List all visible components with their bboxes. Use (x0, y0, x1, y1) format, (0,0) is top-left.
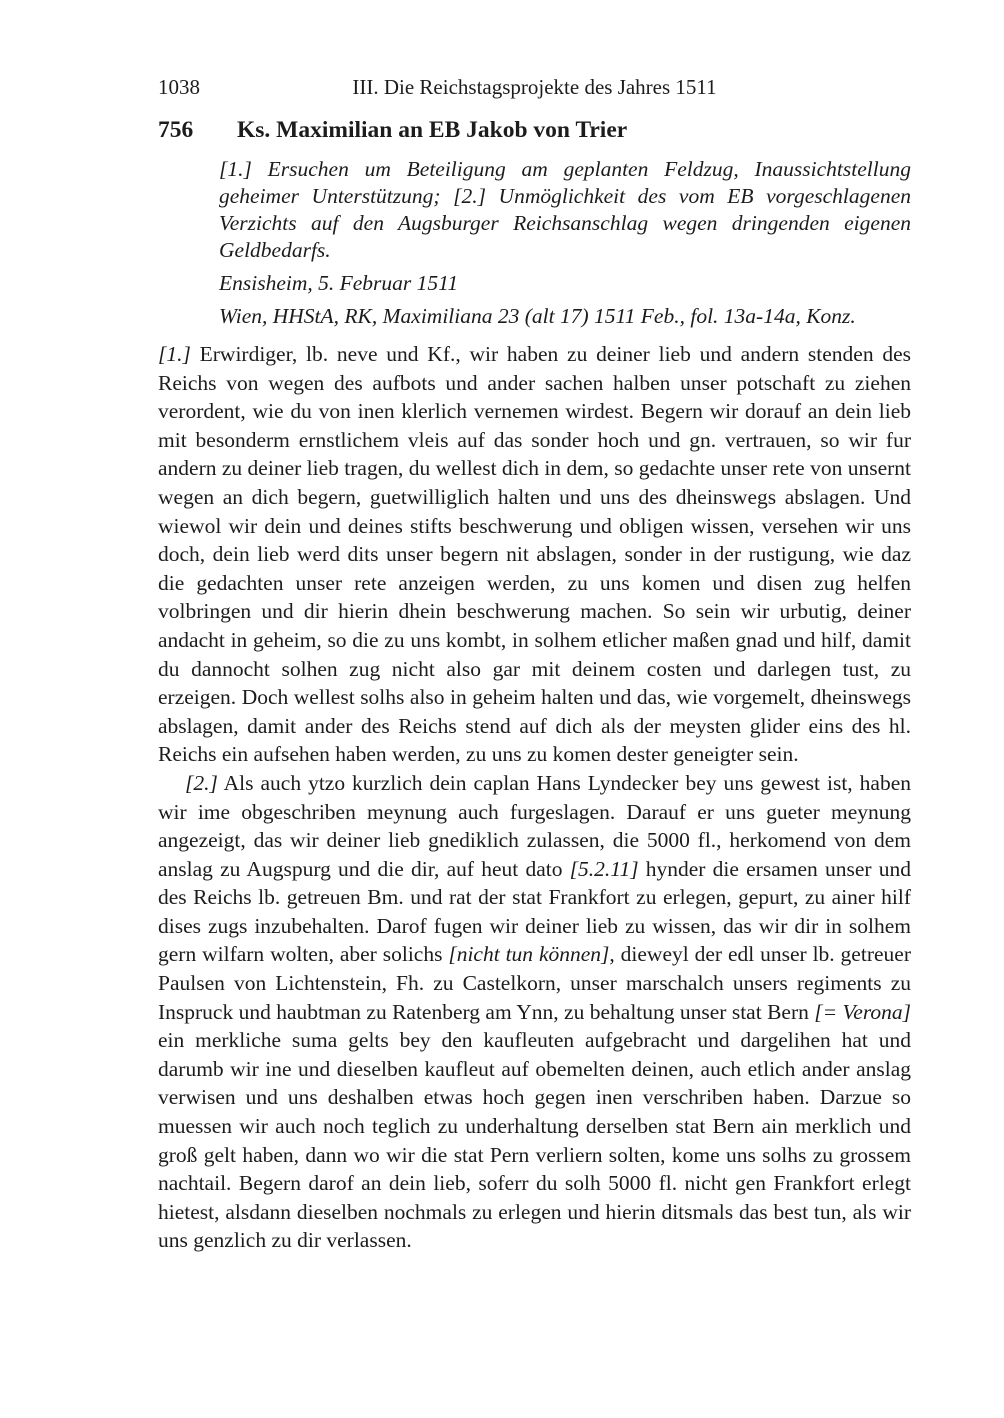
document-heading (158, 115, 911, 147)
source-reference: Wien, HHStA, RK, Maximiliana 23 (alt 17) 1511 Feb., fol. 13a-14a, Konz. (219, 304, 856, 328)
dateline: Ensisheim, 5. Februar 1511 (219, 271, 459, 295)
body-paragraph-2: [2.] Als auch ytzo kurzlich dein caplan Hans Lyndecker bey uns gewest ist, haben wir ime obgeschriben meynung auch furgeslagen. Darauf er uns gueter meynung angezeigt, das wir deiner lieb gnediklich zulassen, die 5000 fl., herkomend von dem anslag zu Augspurg und die dir, auf heut dato [5.2.11] hynder die ersamen unser und des Reichs lb. getreuen Bm. und rat der stat Frankfort zu erlegen, gepurt, zu ainer hilf dises zugs inzubehalten. Darof fugen wir deiner lieb zu wissen, das wir dir in solhem gern wilfarn wolten, aber solichs [nicht tun können], dieweyl der edl unser lb. getreuer Paulsen von Lichtenstein, Fh. zu Castelkorn, unser marschalch unsers regiments zu Inspruck und haubtman zu Ratenberg am Ynn, zu behaltung unser stat Bern [= Verona] ein merkliche suma gelts bey den kaufleuten aufgebracht und dargelihen hat und darumb wir ine und dieselben kaufleut auf obemelten deinen, auch etlich ander anslag verwisen und uns deshalben etwas hoch gegen inen verschriben haben. Darzue so muessen wir auch noch teglich zu underhaltung derselben stat Bern ain merklich und groß gelt haben, dann wo wir die stat Pern verliern solten, kome uns solhs zu grossem nachtail. Begern darof an dein lieb, soferr du solh 5000 fl. nicht gen Frankfort erlegt hietest, alsdann dieselben nochmals zu erlegen und hierin ditsmals das best tun, als wir uns genzlich zu dir verlassen. (158, 770, 912, 1253)
page-number: 1038 (158, 75, 200, 99)
document-number: 756 (158, 117, 194, 143)
running-head-title: III. Die Reichstagsprojekte des Jahres 1511 (352, 75, 717, 99)
running-header (158, 74, 911, 102)
text-block (158, 74, 911, 1255)
letter-body (158, 340, 911, 1255)
body-paragraph-1: [1.] Erwirdiger, lb. neve und Kf., wir haben zu deiner lieb und andern stenden des Reichs von wegen des aufbots und ander sachen halben unser potschaft zu ziehen verordent, wie du von inen klerlich vernemen wirdest. Begern wir dorauf an dein lieb mit besonderm ernstlichem vleis auf das sonder hoch und gn. vertrauen, so wir fur andern zu deiner lieb tragen, du wellest dich in dem, so gedachte unser rete von unsernt wegen an dich begern, guetwilliglich halten und uns des dheinswegs abslagen. Und wiewol wir dein und deines stifts beschwerung und obligen wissen, versehen wir uns doch, dein lieb werd dits unser begern nit abslagen, sonder in der rustigung, wie daz die gedachten unser rete anzeigen werden, zu uns komen und disen zug helfen volbringen und dir hierin dhein beschwerung machen. So sein wir urbutig, deiner andacht in geheim, so die zu uns kombt, in solhem etlicher maßen gnad und hilf, damit du dannocht solhen zug nicht also gar mit deinem costen und darlegen tust, zu erzeigen. Doch wellest solhs also in geheim halten und das, wie vorgemelt, dheinswegs abslagen, damit ander des Reichs stend auf dich als der meysten glider eins des hl. Reichs ein aufsehen haben werden, zu uns zu komen dester geneigter sein. (158, 342, 911, 767)
regest-summary: [1.] Ersuchen um Beteiligung am geplanten Feldzug, Inaussichtstellung geheimer Unterstützung; [2.] Unmöglichkeit des vom EB vorgeschlagenen Verzichts auf den Augsburger Reichsanschlag wegen dringenden eigenen Geldbedarfs. (219, 157, 911, 262)
document-title: Ks. Maximilian an EB Jakob von Trier (237, 117, 628, 143)
